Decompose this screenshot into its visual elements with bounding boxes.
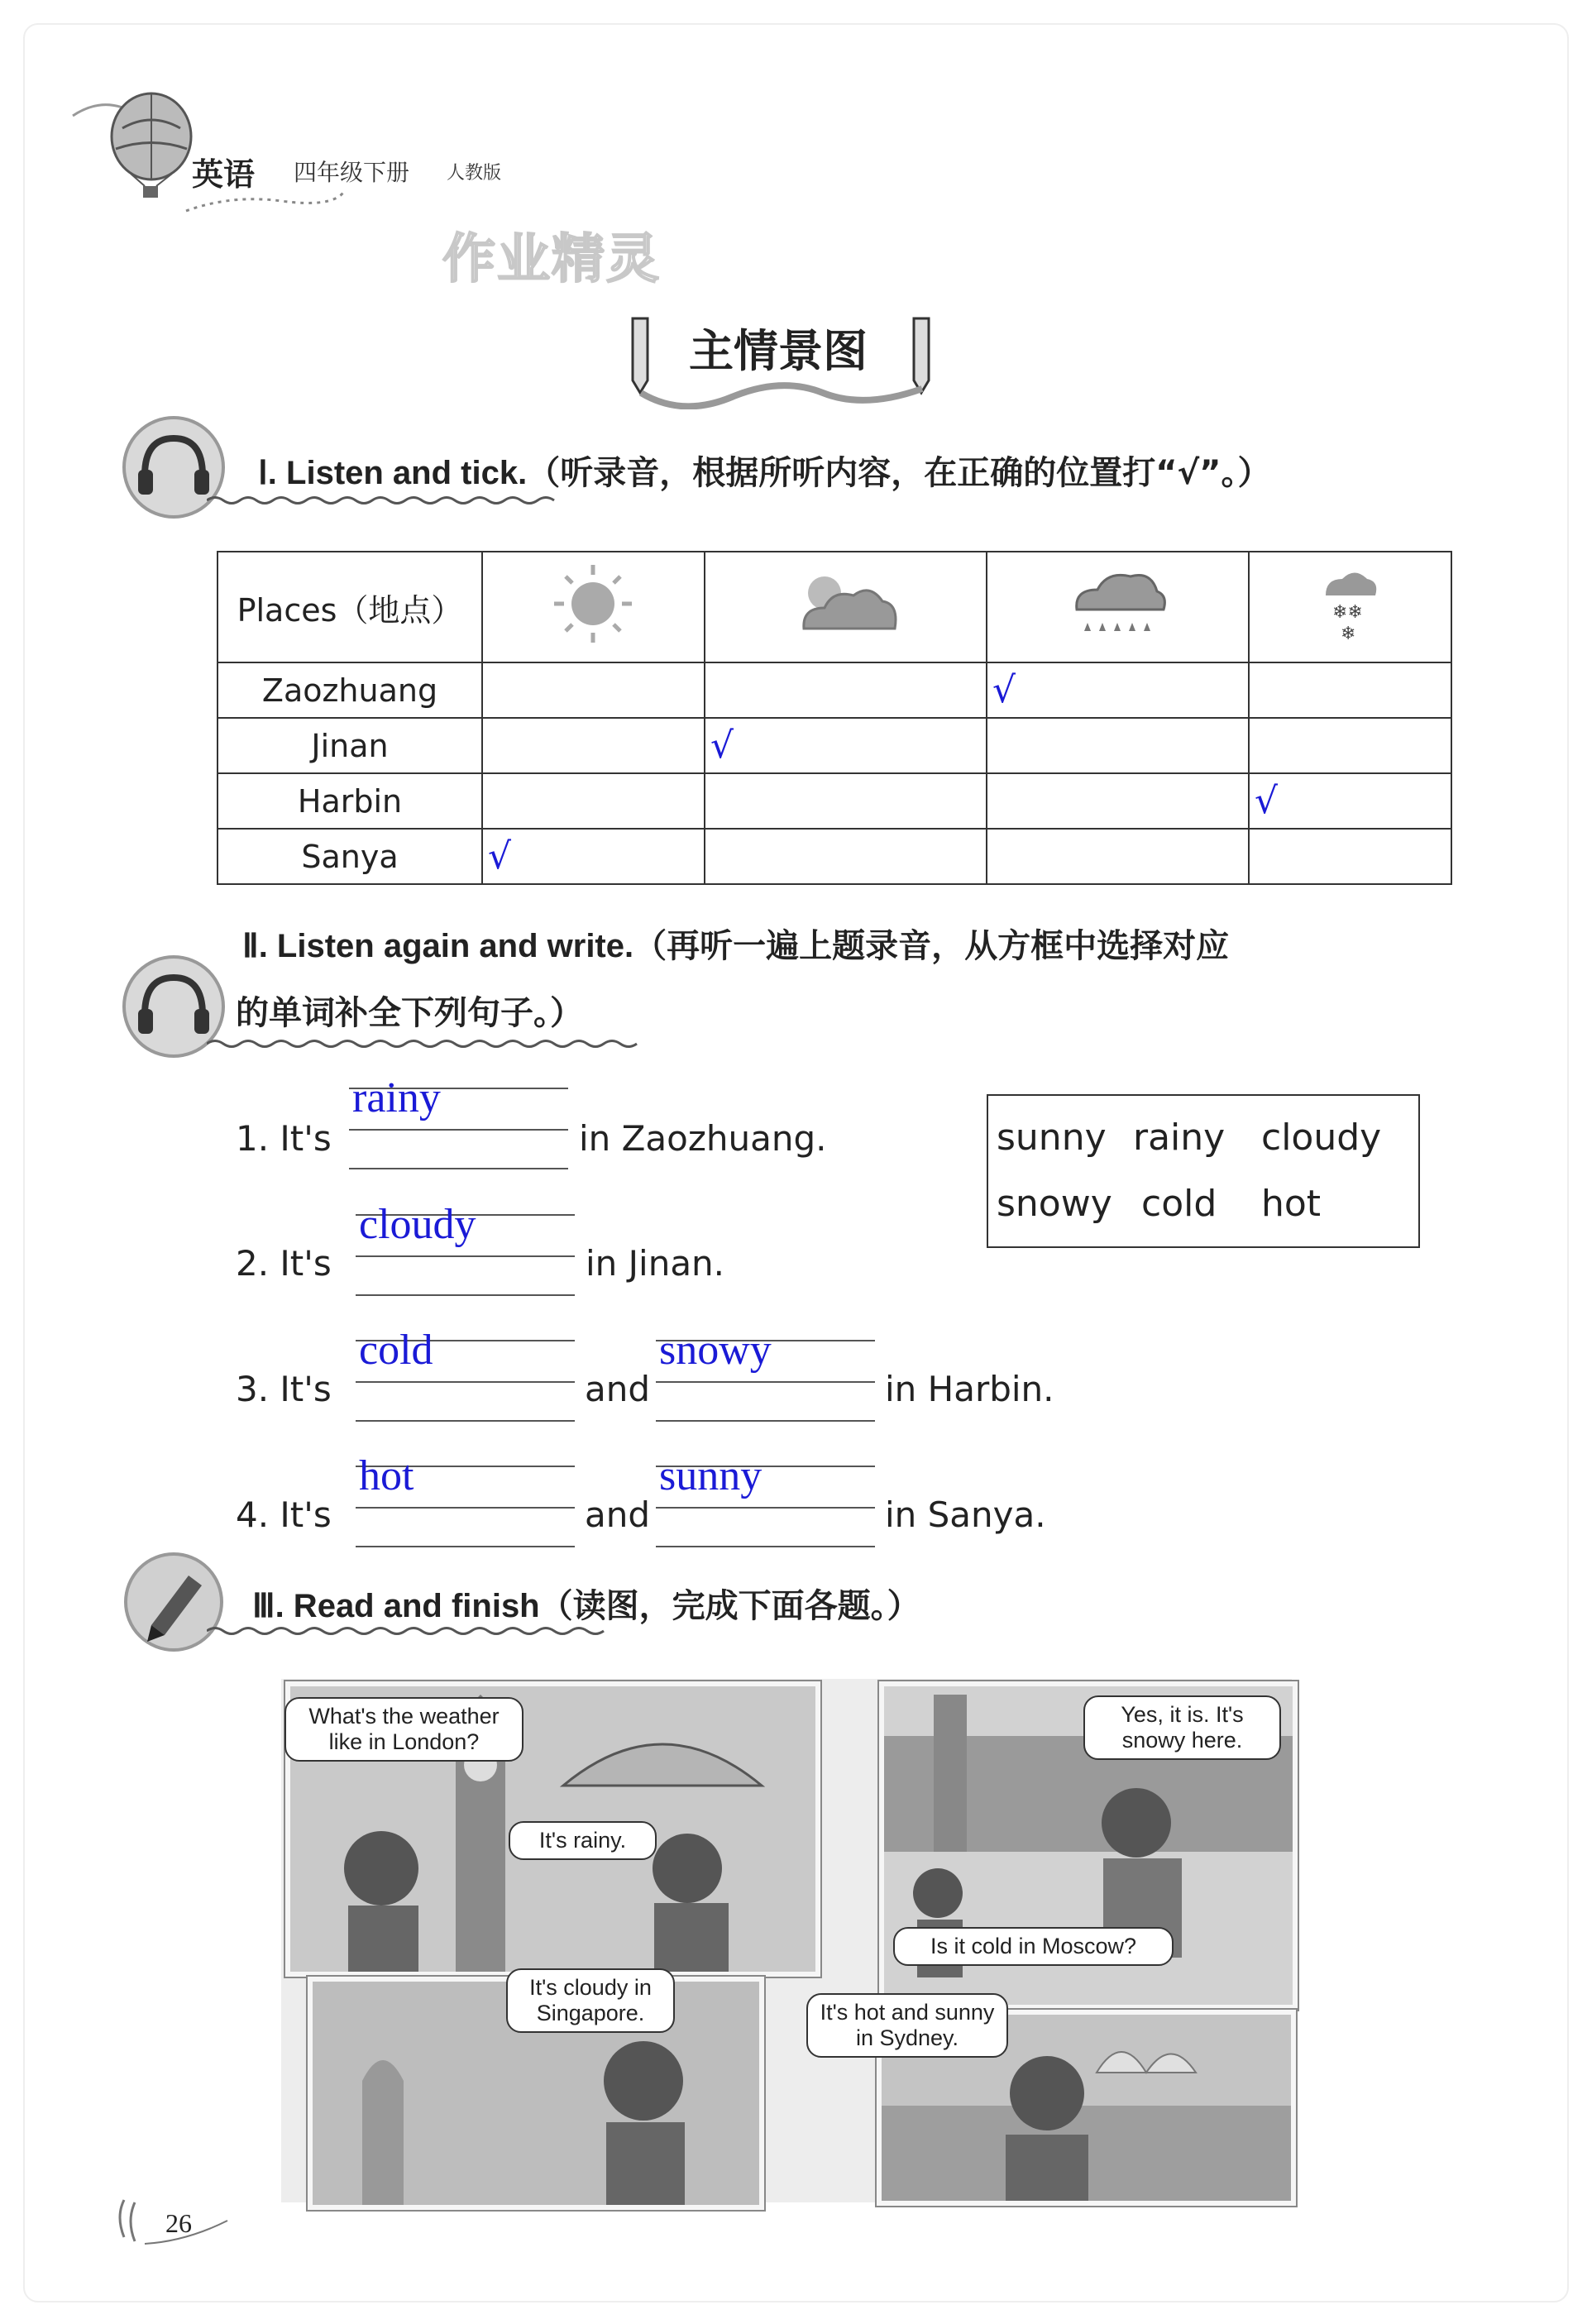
- svg-text:❄: ❄: [1340, 623, 1355, 644]
- section2-heading-line1: [242, 920, 1229, 967]
- word-box-item: snowy: [997, 1183, 1112, 1225]
- sentence-2-start: 2. It's: [236, 1243, 332, 1284]
- wavy-underline: [207, 1625, 612, 1637]
- tick-mark: √: [992, 669, 1016, 711]
- press-label: 人教版: [447, 163, 502, 184]
- section3-instruction: （读图，完成下面各题。）: [539, 1587, 920, 1625]
- section1-label: Ⅰ. Listen and tick.: [258, 455, 528, 491]
- answer-blank[interactable]: [356, 1327, 575, 1423]
- sentence-3-middle: and: [585, 1369, 651, 1409]
- answer-blank[interactable]: [656, 1452, 875, 1548]
- answer-text: sunny: [659, 1452, 763, 1499]
- places-header: Places（地点）: [237, 591, 463, 629]
- table-row: [218, 718, 1451, 773]
- tick-mark: √: [1255, 780, 1279, 822]
- section1-instruction: （听录音，根据所听内容，在正确的位置打“√”。）: [527, 454, 1271, 492]
- sentence-4-start: 4. It's: [236, 1494, 332, 1535]
- place-cell: Jinan: [218, 718, 482, 773]
- sentence-4-middle: and: [585, 1494, 651, 1535]
- word-box-item: cold: [1141, 1183, 1217, 1225]
- answer-blank[interactable]: [656, 1327, 875, 1423]
- speech-bubble: Is it cold in Moscow?: [893, 1927, 1174, 1966]
- sunny-icon: [547, 558, 638, 649]
- table-row: [218, 662, 1451, 718]
- watermark: 作业精灵: [442, 229, 661, 290]
- answer-text: hot: [359, 1452, 414, 1499]
- answer-text: snowy: [659, 1327, 772, 1374]
- word-box-item: rainy: [1133, 1117, 1226, 1159]
- sentence-4-end: in Sanya.: [885, 1494, 1046, 1535]
- places-header-cell: [218, 552, 482, 662]
- word-box-item: sunny: [997, 1117, 1107, 1159]
- speech-bubble: Yes, it is. It's snowy here.: [1083, 1695, 1281, 1760]
- sentence-3-end: in Harbin.: [885, 1369, 1054, 1409]
- sentence-2-end: in Jinan.: [586, 1243, 725, 1284]
- subject-label: 英语: [192, 156, 256, 193]
- tick-mark: √: [488, 835, 512, 877]
- speech-bubble: It's cloudy in Singapore.: [506, 1968, 675, 2033]
- page-number: 26: [165, 2208, 192, 2238]
- place-cell: Zaozhuang: [218, 662, 482, 718]
- answer-text: cloudy: [359, 1201, 476, 1248]
- section1-heading: [258, 447, 1270, 494]
- answer-blank[interactable]: [349, 1074, 568, 1170]
- sentence-3-start: 3. It's: [236, 1369, 332, 1409]
- answer-blank[interactable]: [356, 1201, 575, 1297]
- cloudy-icon: [787, 558, 903, 649]
- answer-text: rainy: [352, 1074, 441, 1121]
- snowy-header-cell: [1249, 552, 1451, 662]
- word-box-item: cloudy: [1261, 1117, 1382, 1159]
- snowy-icon: [1309, 558, 1392, 649]
- wavy-underline: [207, 1038, 645, 1050]
- section2-instruction-1: （再听一遍上题录音，从方框中选择对应: [633, 927, 1230, 965]
- speech-bubble: It's rainy.: [509, 1821, 657, 1860]
- section2-instruction-2: 的单词补全下列句子。）: [236, 994, 583, 1032]
- table-row: [218, 773, 1451, 829]
- section-title: 主情景图: [689, 325, 868, 377]
- tick-mark: √: [710, 724, 734, 767]
- speech-bubble: It's hot and sunny in Sydney.: [806, 1993, 1008, 2058]
- sunny-header-cell: [482, 552, 705, 662]
- dotted-trail-decoration: [182, 186, 347, 219]
- rainy-icon: [1064, 558, 1172, 649]
- section3-label: Ⅲ. Read and finish: [252, 1588, 540, 1624]
- rainy-header-cell: [987, 552, 1249, 662]
- word-box: [987, 1094, 1420, 1248]
- wavy-underline: [207, 495, 562, 506]
- table-row: [218, 829, 1451, 884]
- grade-label: 四年级下册: [294, 159, 410, 186]
- answer-blank[interactable]: [356, 1452, 575, 1548]
- section3-heading: [252, 1580, 920, 1627]
- place-cell: Harbin: [218, 773, 482, 829]
- pencil-icon: [122, 1551, 226, 1654]
- sentence-1-end: in Zaozhuang.: [579, 1118, 827, 1159]
- answer-text: cold: [359, 1327, 433, 1374]
- sentence-1-start: 1. It's: [236, 1118, 332, 1159]
- weather-table: [217, 551, 1452, 885]
- section2-label: Ⅱ. Listen again and write.: [242, 928, 634, 964]
- place-cell: Sanya: [218, 829, 482, 884]
- svg-text:❄❄: ❄❄: [1331, 601, 1363, 623]
- cloudy-header-cell: [705, 552, 987, 662]
- speech-bubble: What's the weather like in London?: [284, 1697, 523, 1762]
- word-box-item: hot: [1261, 1183, 1322, 1225]
